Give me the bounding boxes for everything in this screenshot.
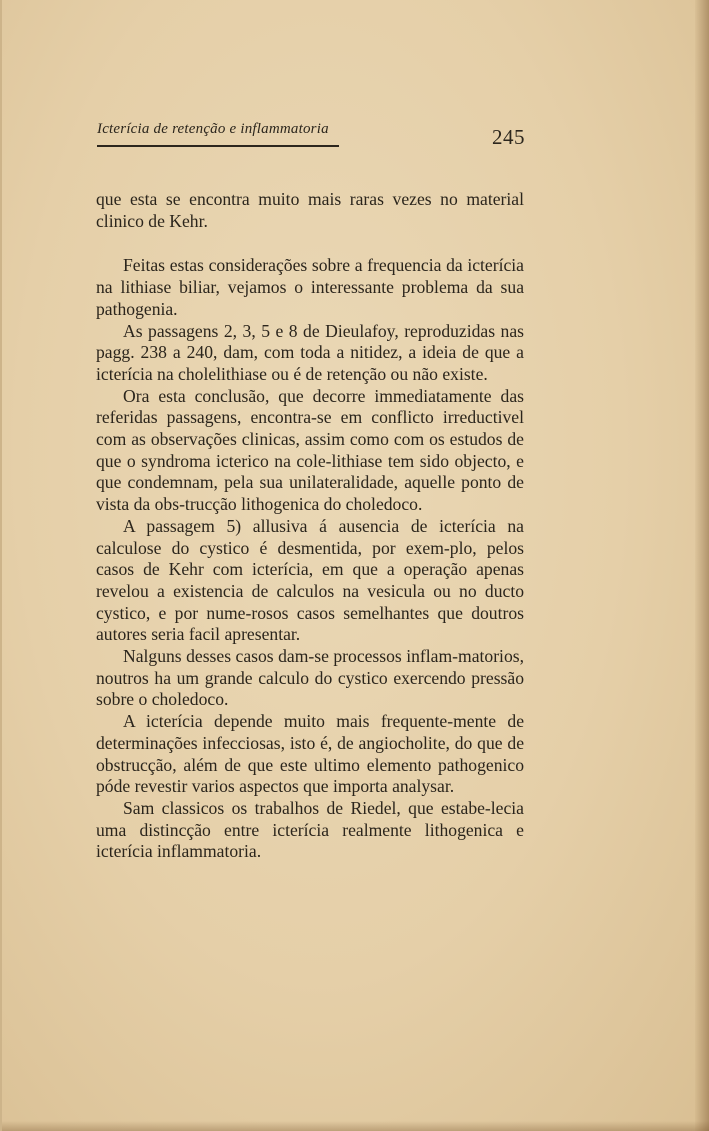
running-head-rule	[97, 145, 339, 147]
paragraph: Nalguns desses casos dam-se processos inflam-matorios, noutros ha um grande calculo do cystico exercendo pressão sobre o choledoco.	[96, 646, 524, 710]
running-head	[97, 121, 527, 151]
page-number: 245	[492, 125, 525, 149]
paragraph: As passagens 2, 3, 5 e 8 de Dieulafoy, reproduzidas nas pagg. 238 a 240, dam, com toda a nitidez, a ideia de que a icterícia na cholelithiase ou é de retenção ou não existe.	[96, 320, 524, 384]
body-text	[96, 189, 524, 863]
paragraph: Sam classicos os trabalhos de Riedel, que estabe-lecia uma distincção entre icterícia realmente lithogenica e icterícia inflammatoria.	[96, 797, 524, 862]
paragraph: Feitas estas considerações sobre a frequencia da icterícia na lithiase biliar, vejamos o interessante problema da sua pathogenia.	[96, 255, 524, 319]
paragraph: Ora esta conclusão, que decorre immediatamente das referidas passagens, encontra-se em conflicto irreductivel com as observações clinicas, assim como com os estudos de que o syndroma icterico na cole-lithiase tem sido objecto, e que condemnam, pela sua unilateralidade, aquelle ponto de vista da obs-trucção lithogenica do choledoco.	[96, 385, 524, 515]
running-title: Icterícia de retenção e inflammatoria	[97, 121, 329, 137]
paragraph: A icterícia depende muito mais frequente-mente de determinações infecciosas, isto é, de angiocholite, do que de obstrucção, além de que este ultimo elemento pathogenico póde revestir varios aspectos que importa analysar.	[96, 711, 524, 797]
paragraph-continuation: que esta se encontra muito mais raras vezes no material clinico de Kehr.	[96, 189, 524, 231]
paragraph: A passagem 5) allusiva á ausencia de icterícia na calculose do cystico é desmentida, por exem-plo, pelos casos de Kehr com icterícia, em que a operação apenas revelou a existencia de calculos na vesicula ou no ducto cystico, e por nume-rosos casos semelhantes que doutros autores seria facil apresentar.	[96, 515, 524, 645]
